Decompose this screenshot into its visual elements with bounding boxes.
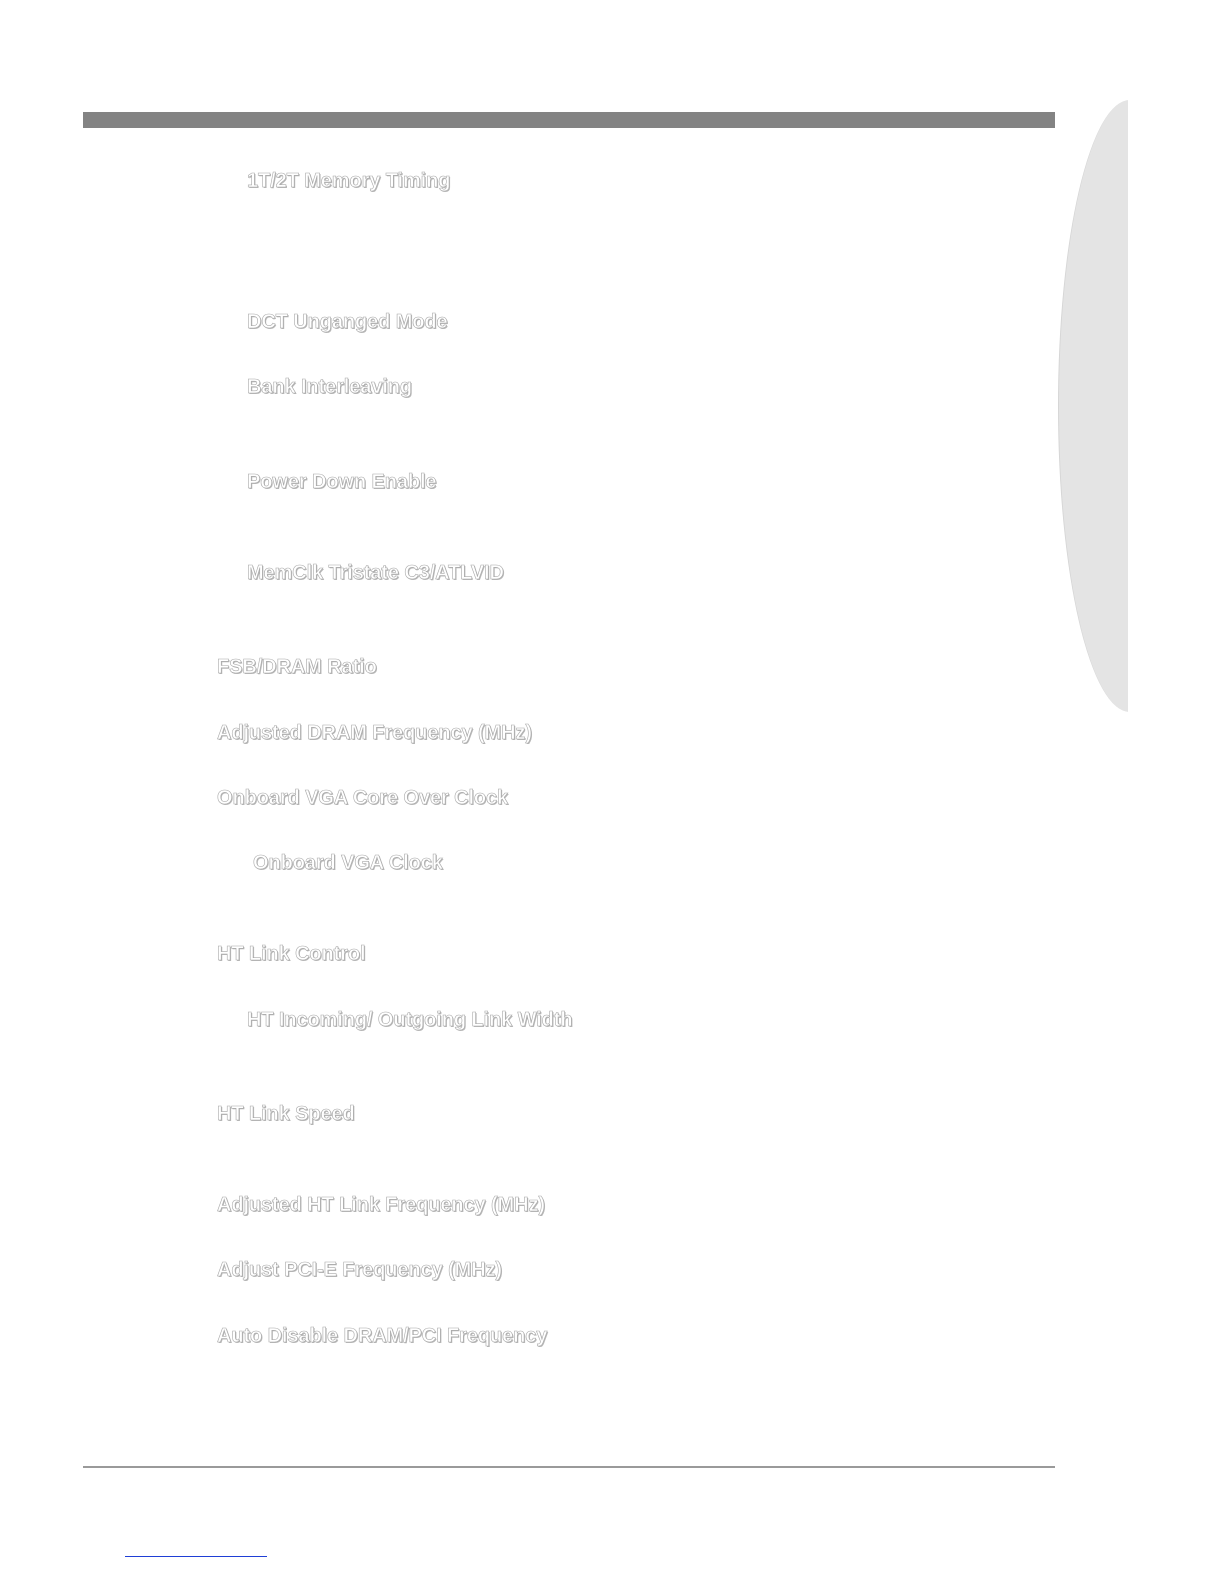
setting-onboard-vga-core-over-clock: Onboard VGA Core Over Clock (217, 787, 509, 809)
setting-memclk-tristate: MemClk Tristate C3/ATLVID (247, 562, 504, 584)
footer-link-underline[interactable] (125, 1556, 267, 1557)
setting-power-down-enable: Power Down Enable (247, 471, 437, 493)
setting-1t2t-memory-timing: 1T/2T Memory Timing (247, 170, 451, 192)
setting-adjusted-dram-frequency: Adjusted DRAM Frequency (MHz) (217, 722, 532, 744)
setting-ht-link-width: HT Incoming/ Outgoing Link Width (247, 1009, 573, 1031)
footer-rule (83, 1466, 1055, 1468)
chapter-side-tab (1058, 100, 1130, 712)
setting-onboard-vga-clock: Onboard VGA Clock (253, 852, 443, 874)
setting-dct-unganged-mode: DCT Unganged Mode (247, 311, 448, 333)
setting-fsb-dram-ratio: FSB/DRAM Ratio (217, 656, 377, 678)
setting-ht-link-speed: HT Link Speed (217, 1103, 355, 1125)
setting-auto-disable-dram-pci-frequency: Auto Disable DRAM/PCI Frequency (217, 1325, 548, 1347)
setting-adjust-pcie-frequency: Adjust PCI-E Frequency (MHz) (217, 1259, 502, 1281)
header-bar (83, 112, 1055, 128)
setting-ht-link-control: HT Link Control (217, 943, 366, 965)
setting-adjusted-ht-link-frequency: Adjusted HT Link Frequency (MHz) (217, 1194, 545, 1216)
setting-bank-interleaving: Bank Interleaving (247, 376, 413, 398)
